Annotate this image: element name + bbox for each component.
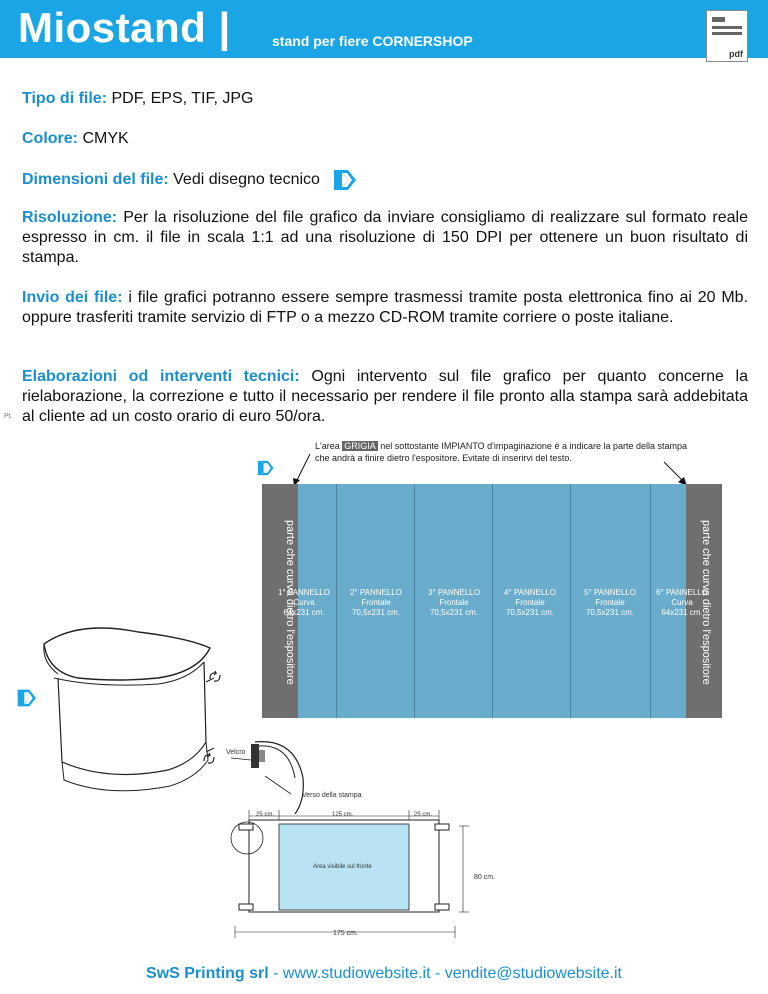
header-bar bbox=[0, 0, 768, 58]
rotate-icon bbox=[208, 670, 222, 684]
panel-layout bbox=[262, 484, 722, 718]
spec-dimensioni: Dimensioni del file: Vedi disegno tecnico bbox=[22, 168, 748, 192]
header-subtitle: stand per fiere CORNERSHOP bbox=[272, 33, 473, 49]
note-grey-area: GRIGIA bbox=[344, 441, 376, 451]
height-label: 80 cm. bbox=[474, 874, 496, 881]
footer-company: SwS Printing srl bbox=[146, 965, 269, 982]
total-width-label: 175 cm. bbox=[333, 930, 358, 937]
technical-drawing bbox=[225, 806, 505, 946]
spec-tipo: Tipo di file: PDF, EPS, TIF, JPG bbox=[22, 90, 254, 107]
spec-risoluzione bbox=[22, 208, 748, 268]
spec-colore-label: Colore bbox=[22, 130, 73, 147]
pointer-arrows bbox=[282, 452, 702, 488]
spec-elaborazioni-label: Elaborazioni od interventi tecnici bbox=[22, 368, 295, 385]
pdf-icon-label: pdf bbox=[729, 49, 743, 59]
spec-dimensioni-label: Dimensioni del file bbox=[22, 171, 164, 189]
dim-right: 25 cm. bbox=[414, 812, 433, 818]
panel-label: 3° PANNELLO Frontale 70,5x231 cm. bbox=[428, 588, 480, 617]
panel-label: 6° PANNELLO Curva 64x231 cm. bbox=[656, 588, 708, 617]
pdf-icon[interactable] bbox=[706, 10, 748, 62]
spec-risoluzione-label: Risoluzione: bbox=[22, 209, 118, 226]
area-visibile-label: Area visibile sul fronte bbox=[313, 864, 372, 870]
dim-left: 25 cm. bbox=[256, 812, 275, 818]
side-label-left: parte che curva dietro l'espositore bbox=[284, 520, 296, 685]
velcro-label: Velcro bbox=[226, 749, 246, 756]
arrow-right-icon[interactable] bbox=[14, 688, 38, 708]
panel-label: 2° PANNELLO Frontale 70,5x231 cm. bbox=[350, 588, 402, 617]
spec-invio: Invio dei file: i file grafici potranno essere sempre trasmessi tramite posta elettronica fino ai 20 Mb. oppure trasferiti tramite servizio di FTP o a mezzo CD-ROM tramite corriere o poste italiane. bbox=[22, 289, 749, 326]
spec-invio-value: i file grafici potranno essere sempre trasmessi tramite posta elettronica fino ai 20 Mb. oppure trasferiti tramite servizio di FTP o a mezzo CD-ROM tramite corriere o poste italiane. bbox=[22, 289, 749, 326]
arrow-right-icon[interactable] bbox=[255, 459, 275, 477]
margin-mark: Pt. bbox=[4, 413, 13, 420]
note-post: nel sottostante IMPIANTO d'impaginazione è a indicare la parte della stampa bbox=[380, 441, 688, 451]
panel-label: 4° PANNELLO Frontale 70,5x231 cm. bbox=[504, 588, 556, 617]
spec-elaborazioni-value: Ogni intervento sul file grafico per quanto concerne la rielaborazione, la correzione e tutto il necessario per rendere il file pronto alla stampa sarà addebitata al cliente ad un costo orario di euro 50/ora. bbox=[22, 368, 749, 425]
note-line2: che andrà a finire dietro l'espositore. Evitate di inserirvi del testo. bbox=[315, 453, 572, 463]
dim-mid: 125 cm. bbox=[332, 812, 354, 818]
footer bbox=[0, 965, 768, 983]
spec-colore-value: CMYK bbox=[82, 130, 129, 147]
spec-risoluzione-value: Per la risoluzione del file grafico da inviare consigliamo di realizzare sul formato reale espresso in cm. il file in scala 1:1 ad una risoluzione di 150 DPI per ottenere un buon risultato di stampa. bbox=[22, 209, 748, 266]
spec-invio-label: Invio dei file bbox=[22, 289, 118, 306]
arrow-right-icon[interactable] bbox=[330, 168, 358, 192]
spec-tipo-value: PDF, EPS, TIF, JPG bbox=[111, 90, 254, 107]
spec-dimensioni-value: Vedi disegno tecnico bbox=[173, 171, 320, 189]
spec-colore: Colore: CMYK bbox=[22, 130, 129, 147]
panel-label: 5° PANNELLO Frontale 70,5x231 cm. bbox=[584, 588, 636, 617]
verso-label: Verso della stampa bbox=[302, 792, 362, 799]
note-pre: L'area bbox=[315, 441, 340, 451]
brand-title: Miostand | bbox=[18, 4, 231, 51]
spec-tipo-label: Tipo di file bbox=[22, 90, 102, 107]
side-label-right: parte che curva dietro l'espositore bbox=[700, 520, 712, 685]
counter-illustration bbox=[38, 622, 228, 802]
footer-contacts[interactable]: - www.studiowebsite.it - vendite@studiowebsite.it bbox=[268, 965, 622, 982]
spec-elaborazioni: Elaborazioni od interventi tecnici: Ogni intervento sul file grafico per quanto concerne la rielaborazione, la correzione e tutto il necessario per rendere il file pronto alla stampa sarà addebitata al cliente ad un costo orario di euro 50/ora. bbox=[22, 368, 749, 425]
panel-label: 1° PANNELLO Curva 64x231 cm. bbox=[278, 588, 330, 617]
rotate-icon bbox=[202, 752, 216, 766]
